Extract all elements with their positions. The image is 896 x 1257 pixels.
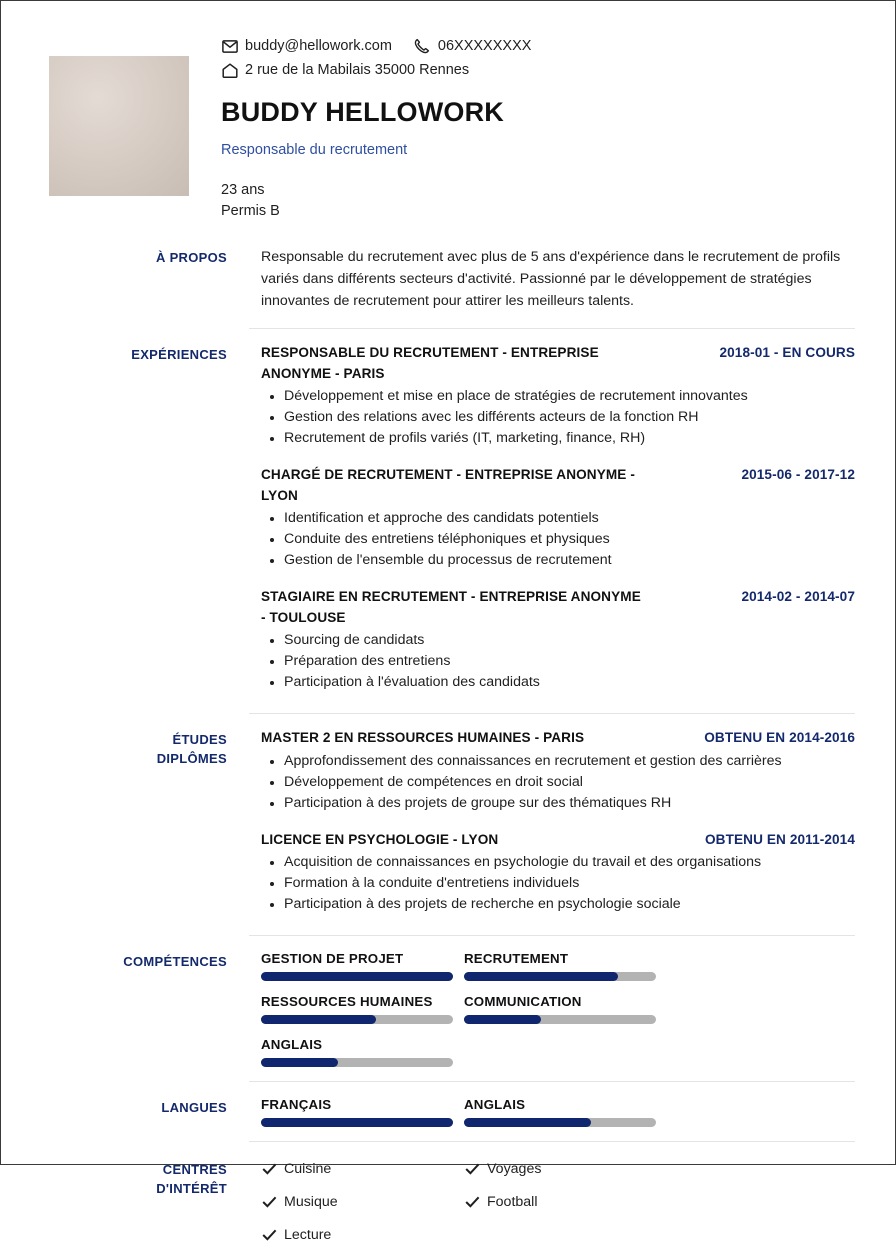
about-text: Responsable du recrutement avec plus de 5 ans d'expérience dans le recrutement de profils variés dans différents secteurs d'activité. Passionné par le développement de stratégies innovantes de recrutement pour attirer les meilleurs talents. xyxy=(261,249,841,310)
list-item: Participation à des projets de recherche en psychologie sociale xyxy=(282,894,855,915)
education-date: OBTENU EN 2014-2016 xyxy=(704,730,855,746)
skill-label: RECRUTEMENT xyxy=(464,951,569,967)
experience-header xyxy=(261,587,855,628)
experience-header xyxy=(261,343,855,384)
age-text: 23 ans xyxy=(221,182,265,199)
experience-date: 2015-06 - 2017-12 xyxy=(741,467,855,483)
section-languages xyxy=(1,1096,895,1139)
skill-label: RESSOURCES HUMAINES xyxy=(261,994,433,1010)
experience-date: 2018-01 - EN COURS xyxy=(719,345,855,361)
language-label: FRANÇAIS xyxy=(261,1097,332,1113)
list-item: Participation à l'évaluation des candidats xyxy=(282,672,855,693)
education-entry xyxy=(261,830,855,916)
skill-progress-fill xyxy=(261,972,453,981)
section-experiences xyxy=(1,343,895,697)
list-item: Développement de compétences en droit social xyxy=(282,772,855,793)
section-label-interests xyxy=(41,1158,249,1198)
section-label-languages: LANGUES xyxy=(161,1100,227,1116)
experience-entry xyxy=(261,343,855,449)
section-label-skills: COMPÉTENCES xyxy=(123,954,227,970)
skill-item xyxy=(464,950,667,981)
education-entry xyxy=(261,728,855,814)
divider-after-experiences xyxy=(249,713,855,714)
interest-item xyxy=(464,1158,667,1180)
section-education xyxy=(1,728,895,919)
skill-item xyxy=(261,1036,464,1067)
section-skills xyxy=(1,950,895,1079)
experiences-body xyxy=(249,343,855,697)
skill-progress-track xyxy=(261,972,453,981)
check-icon xyxy=(261,1227,277,1243)
education-title: LICENCE EN PSYCHOLOGIE - LYON xyxy=(261,831,499,847)
experience-title: STAGIAIRE EN RECRUTEMENT - ENTREPRISE ANONYME - TOULOUSE xyxy=(261,589,641,625)
interests-grid xyxy=(261,1158,855,1257)
experience-bullets xyxy=(261,508,855,571)
section-label-education-line1: ÉTUDES xyxy=(172,732,227,748)
list-item: Recrutement de profils variés (IT, marketing, finance, RH) xyxy=(282,428,855,449)
list-item: Préparation des entretiens xyxy=(282,651,855,672)
divider-after-skills xyxy=(249,1081,855,1082)
experience-title: CHARGÉ DE RECRUTEMENT - ENTREPRISE ANONYME - LYON xyxy=(261,467,635,503)
section-about xyxy=(1,246,895,312)
skill-item xyxy=(261,950,464,981)
languages-body xyxy=(249,1096,855,1139)
list-item: Formation à la conduite d'entretiens individuels xyxy=(282,873,855,894)
education-bullets xyxy=(261,751,855,814)
skills-body xyxy=(249,950,855,1079)
language-label: ANGLAIS xyxy=(464,1097,526,1113)
experience-date: 2014-02 - 2014-07 xyxy=(741,589,855,605)
list-item: Acquisition de connaissances en psychologie du travail et des organisations xyxy=(282,852,855,873)
language-progress-track xyxy=(464,1118,656,1127)
section-label-about: À PROPOS xyxy=(155,250,227,266)
experience-entry xyxy=(261,587,855,693)
experience-entry xyxy=(261,465,855,571)
section-label-experiences: EXPÉRIENCES xyxy=(131,347,227,363)
education-header xyxy=(261,728,855,749)
skill-item xyxy=(464,993,667,1024)
section-label-education-line2: DIPLÔMES xyxy=(156,751,227,767)
section-interests xyxy=(1,1158,895,1257)
list-item: Identification et approche des candidats potentiels xyxy=(282,508,855,529)
avatar-background xyxy=(49,56,189,196)
contact-line-address xyxy=(221,59,855,81)
list-item: Gestion de l'ensemble du processus de recrutement xyxy=(282,550,855,571)
check-icon xyxy=(261,1194,277,1210)
contact-phone-text: 06XXXXXXXX xyxy=(437,38,532,54)
personal-meta xyxy=(221,180,855,222)
skill-progress-fill xyxy=(261,1015,376,1024)
interest-item xyxy=(261,1191,464,1213)
interest-item xyxy=(261,1158,464,1180)
education-header xyxy=(261,830,855,851)
skill-label: GESTION DE PROJET xyxy=(261,951,404,967)
interest-label: Voyages xyxy=(487,1161,542,1178)
experience-bullets xyxy=(261,386,855,449)
experience-title: RESPONSABLE DU RECRUTEMENT - ENTREPRISE ANONYME - PARIS xyxy=(261,345,599,381)
experience-header xyxy=(261,465,855,506)
skill-progress-fill xyxy=(261,1058,338,1067)
interest-item xyxy=(464,1191,667,1213)
list-item: Gestion des relations avec les différents acteurs de la fonction RH xyxy=(282,407,855,428)
home-icon xyxy=(221,62,238,79)
skill-item xyxy=(261,993,464,1024)
language-item xyxy=(464,1096,667,1127)
interest-item xyxy=(261,1224,464,1246)
education-body xyxy=(249,728,855,919)
divider-after-about xyxy=(249,328,855,329)
skill-progress-fill xyxy=(464,972,618,981)
divider-after-education xyxy=(249,935,855,936)
experience-bullets xyxy=(261,630,855,693)
skill-progress-track xyxy=(261,1015,453,1024)
skill-label: COMMUNICATION xyxy=(464,994,582,1010)
check-icon xyxy=(464,1161,480,1177)
education-title: MASTER 2 EN RESSOURCES HUMAINES - PARIS xyxy=(261,730,585,746)
check-icon xyxy=(464,1194,480,1210)
check-icon xyxy=(261,1161,277,1177)
languages-grid xyxy=(261,1096,855,1139)
interest-label: Cuisine xyxy=(284,1161,332,1178)
page-title: BUDDY HELLOWORK xyxy=(221,97,504,127)
envelope-icon xyxy=(221,38,238,55)
interest-label: Football xyxy=(487,1194,538,1211)
avatar-container xyxy=(49,29,189,196)
divider-after-languages xyxy=(249,1141,855,1142)
section-label-interests-line2: D'INTÉRÊT xyxy=(156,1181,227,1197)
list-item: Conduite des entretiens téléphoniques et physiques xyxy=(282,529,855,550)
skill-progress-track xyxy=(464,972,656,981)
language-progress-fill xyxy=(464,1118,591,1127)
about-body xyxy=(249,246,855,312)
language-progress-fill xyxy=(261,1118,453,1127)
skill-label: ANGLAIS xyxy=(261,1037,323,1053)
skill-progress-track xyxy=(261,1058,453,1067)
interest-label: Musique xyxy=(284,1194,338,1211)
education-date: OBTENU EN 2011-2014 xyxy=(705,831,855,847)
contact-email-text: buddy@hellowork.com xyxy=(245,38,392,54)
licence-text: Permis B xyxy=(221,203,280,220)
contact-phone[interactable] xyxy=(414,35,532,57)
contact-email[interactable] xyxy=(221,35,392,57)
avatar xyxy=(49,56,189,196)
phone-icon xyxy=(414,38,431,55)
header-details xyxy=(189,29,855,222)
job-title: Responsable du recrutement xyxy=(221,142,408,159)
skill-progress-fill xyxy=(464,1015,541,1024)
skills-grid xyxy=(261,950,855,1079)
list-item: Développement et mise en place de stratégies de recrutement innovantes xyxy=(282,386,855,407)
interests-body xyxy=(249,1158,855,1257)
list-item: Approfondissement des connaissances en recrutement et gestion des carrières xyxy=(282,751,855,772)
section-label-interests-line1: CENTRES xyxy=(162,1162,227,1178)
interest-label: Lecture xyxy=(284,1227,332,1244)
contact-address-text: 2 rue de la Mabilais 35000 Rennes xyxy=(245,62,470,78)
skill-progress-track xyxy=(464,1015,656,1024)
language-progress-track xyxy=(261,1118,453,1127)
education-bullets xyxy=(261,852,855,915)
section-label-education xyxy=(41,728,249,768)
language-item xyxy=(261,1096,464,1127)
list-item: Participation à des projets de groupe sur des thématiques RH xyxy=(282,793,855,814)
list-item: Sourcing de candidats xyxy=(282,630,855,651)
contact-line-primary xyxy=(221,35,855,57)
cv-header xyxy=(1,1,895,222)
contact-address xyxy=(221,59,469,81)
